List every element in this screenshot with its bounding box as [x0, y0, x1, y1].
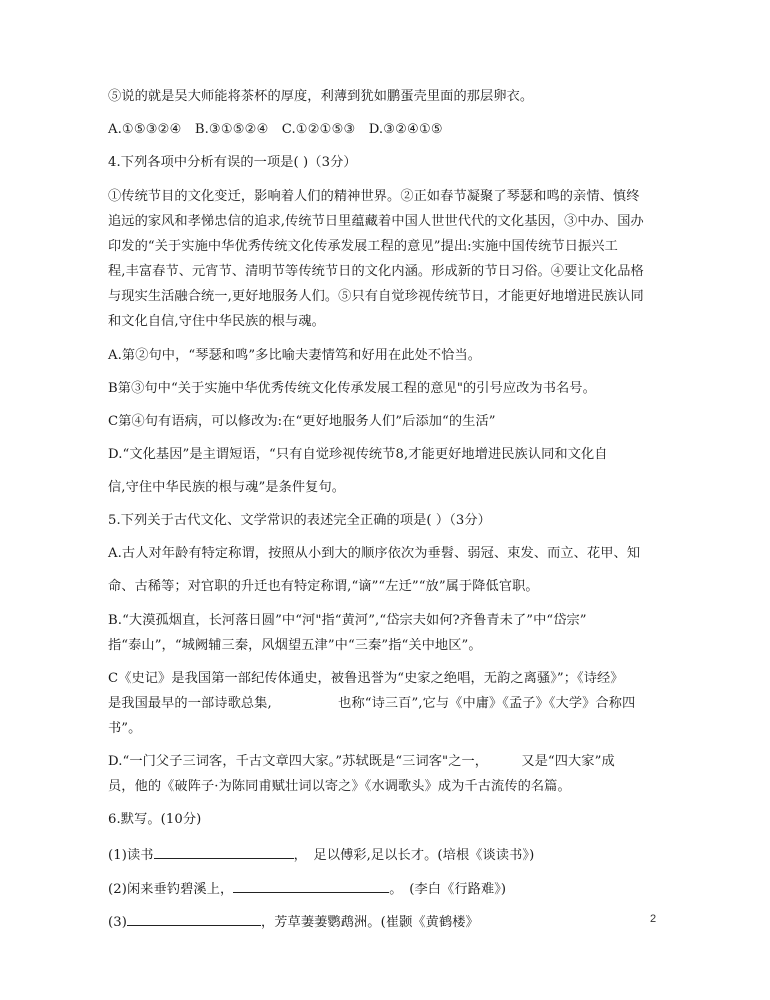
fill-in-3	[108, 911, 479, 932]
fill-in-2-prefix: (2)闲来垂钓碧溪上，	[108, 882, 234, 897]
option-a-q4: A.第②句中，“琴瑟和鸣”多比喻夫妻情笃和好用在此处不恰当。	[108, 348, 482, 363]
text-line: 指“泰山”，“城阙辅三秦，风烟望五津”中“三秦”指“关中地区”。	[108, 638, 482, 653]
text-line: 命、古稀等；对官职的升迁也有特定称谓,“谪”“左迁”“放”属于降低官职。	[108, 579, 539, 594]
text-line: 书”。	[108, 721, 142, 736]
text-line: 信,守住中华民族的根与魂”是条件复句。	[108, 480, 346, 495]
text-line: 与现实生活融合统一,更好地服务人们。⑤只有自觉珍视传统节日，才能更好地增进民族认同	[108, 289, 644, 304]
fill-in-1	[108, 844, 534, 865]
text-line: 印发的“关于实施中华优秀传统文化传承发展工程的意见”提出:实施中国传统节日振兴工	[108, 239, 618, 254]
text-line: 员，他的《破阵子·为陈同甫赋壮词以寄之》《水调歌头》成为千古流传的名篇。	[108, 779, 571, 794]
fill-in-1-suffix: ， 足以傅彩,足以长才。(培根《谈读书》)	[293, 848, 535, 863]
question-6-stem: 6.默写。(10分)	[108, 812, 202, 827]
page-number: 2	[650, 913, 657, 925]
option-d-q5: D.“一门父子三词客，千古文章四大家。”苏轼既是“三词客"之一， 又是“四大家”成	[108, 754, 615, 769]
option-c-q5: C《史记》是我国第一部纪传体通史，被鲁迅誉为“史家之绝唱，无韵之离骚》”；《诗经》	[108, 671, 624, 686]
text-line: ①传统节目的文化变迁，影响着人们的精神世界。②正如春节凝聚了琴瑟和鸣的亲情、慎终	[108, 189, 640, 204]
question-5-stem: 5.下列关于古代文化、文学常识的表述完全正确的项是( ）（3分）	[108, 513, 491, 528]
fill-in-3-blank[interactable]	[127, 911, 261, 926]
text-line: 程,丰富春节、元宵节、清明节等传统节日的文化内涵。形成新的节日习俗。④要让文化品格	[108, 264, 644, 279]
text-line: 和文化自信,守住中华民族的根与魂。	[108, 314, 325, 329]
text-line: 是我国最早的一部诗歌总集, 也称“诗三百”,它与《中庸》《孟子》《大学》合称四	[108, 696, 636, 711]
option-a-q5: A.古人对年龄有特定称谓，按照从小到大的顺序依次为垂髫、弱冠、束发、而立、花甲、知	[108, 546, 641, 561]
text-line: ⑤说的就是吴大师能将茶杯的厚度，利薄到犹如鹏蛋壳里面的那层卵衣。	[108, 89, 534, 104]
option-b-q5: B.“大漠孤烟直，长河落日圆”中“河"指“黄河”,“岱宗夫如何?齐鲁青未了”中“岱宗”	[108, 613, 587, 628]
fill-in-2-suffix: 。 (李白《行路难》)	[389, 882, 507, 897]
fill-in-1-prefix: (1)读书	[108, 848, 154, 863]
option-d-q4: D.“文化基因”是主谓短语，“只有自觉珍视传统节8,才能更好地增进民族认同和文化自	[108, 447, 608, 462]
fill-in-3-suffix: ，芳草萋萋鹦鹉洲。(崔颢《黄鹤楼》	[260, 915, 479, 930]
text-line: 追远的家风和孝悌忠信的追求,传统节日里蕴藏着中国人世世代代的文化基因，③中办、国办	[108, 214, 644, 229]
answer-options-q3: A.①⑤③②④ B.③①⑤②④ C.①②①⑤③ D.③②④①⑤	[108, 122, 443, 137]
fill-in-2-blank[interactable]	[233, 878, 389, 893]
fill-in-3-prefix: (3)	[108, 915, 127, 930]
option-c-q4: C第④句有语病，可以修改为:在“更好地服务人们”后添加“的生活”	[108, 414, 496, 429]
question-4-stem: 4.下列各项中分析有误的一项是( )（3分）	[108, 155, 357, 170]
option-b-q4: B第③句中“关于实施中华优秀传统文化传承发展工程的意见"的引号应改为书名号。	[108, 381, 596, 396]
fill-in-1-blank[interactable]	[154, 844, 294, 859]
fill-in-2	[108, 878, 506, 899]
